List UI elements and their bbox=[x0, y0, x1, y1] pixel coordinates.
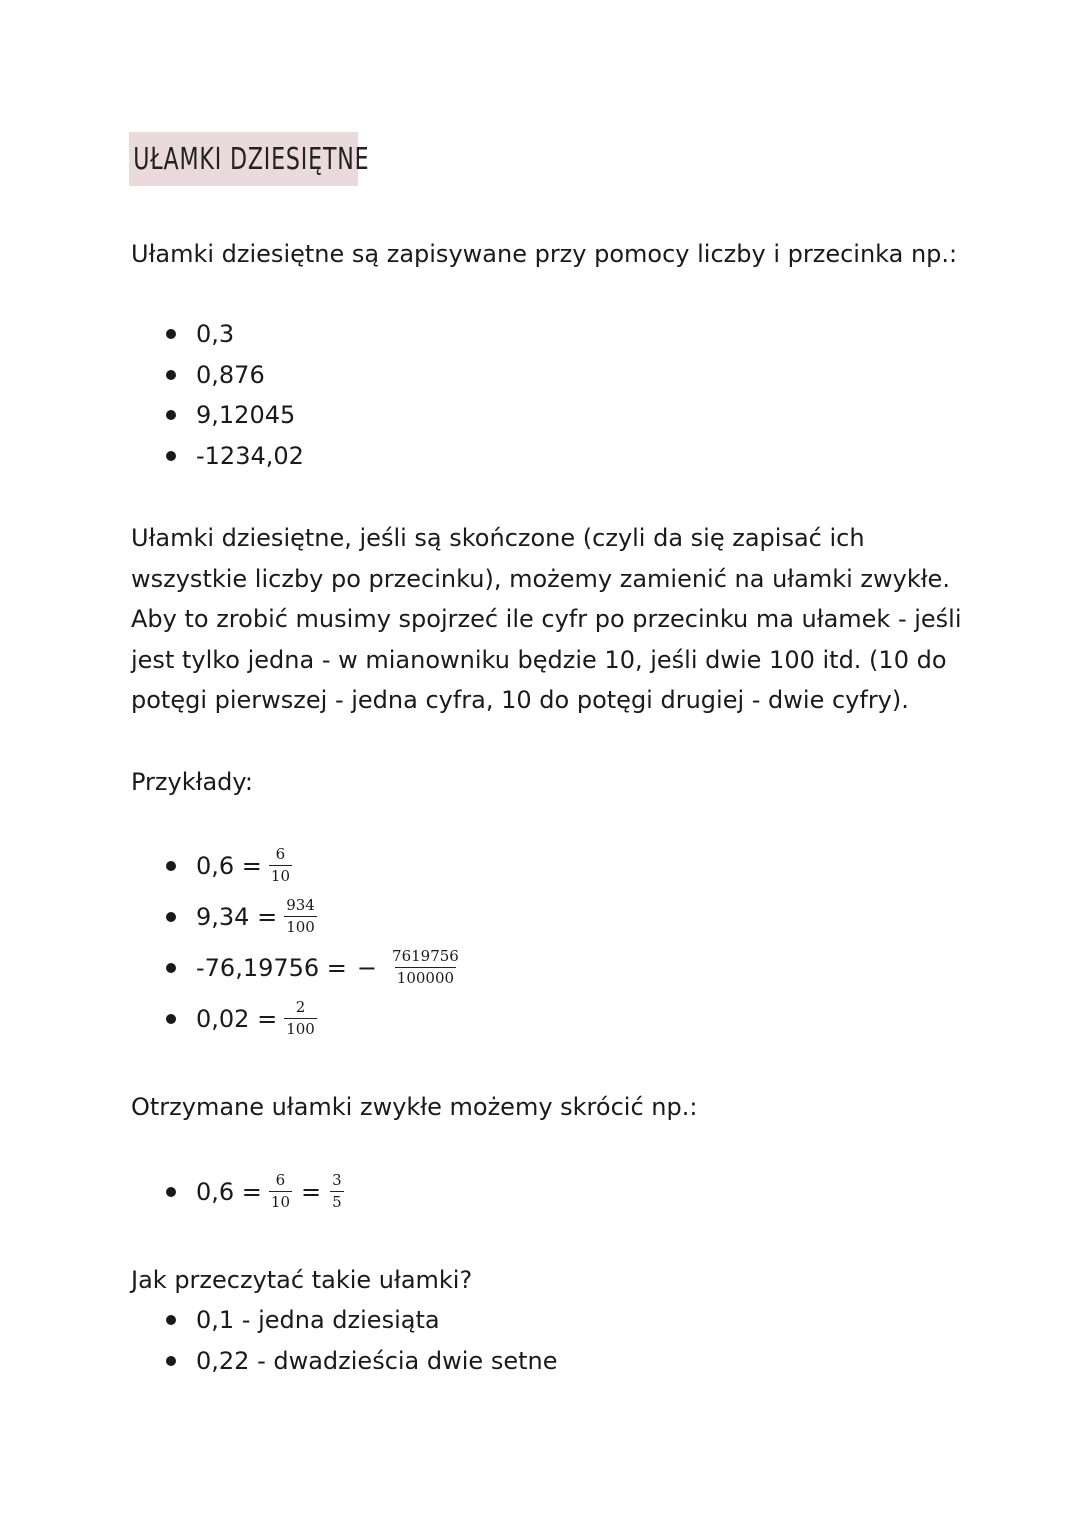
list-item: 9,12045 bbox=[160, 395, 304, 436]
example-list bbox=[160, 314, 304, 476]
conversion-list bbox=[160, 840, 464, 1044]
fraction: $\frac{6}{10}$ bbox=[270, 845, 290, 885]
bullet-icon bbox=[166, 861, 176, 871]
fraction: $\frac{934}{100}$ bbox=[286, 896, 315, 936]
simplify-list bbox=[160, 1166, 347, 1217]
bullet-icon bbox=[166, 329, 176, 339]
explanation-line: jest tylko jedna - w mianowniku będzie 10, jeśli dwie 100 itd. (10 do bbox=[131, 645, 947, 674]
simplify-heading: Otrzymane ułamki zwykłe możemy skrócić np.: bbox=[131, 1093, 698, 1121]
bullet-icon bbox=[166, 370, 176, 380]
explanation-line: Aby to zrobić musimy spojrzeć ile cyfr po przecinku ma ułamek - jeśli bbox=[131, 605, 962, 633]
fraction: $\frac{7619756}{100000}$ bbox=[392, 947, 459, 987]
fraction: $\frac{3}{5}$ bbox=[332, 1171, 342, 1211]
list-item: 0,3 bbox=[160, 314, 304, 355]
explanation-line: wszystkie liczby po przecinku), możemy zamienić na ułamki zwykłe. bbox=[131, 564, 950, 593]
bullet-icon bbox=[166, 912, 176, 922]
fraction: $\frac{2}{100}$ bbox=[286, 998, 315, 1038]
list-item: 9,34 = $\frac{934}{100}$ bbox=[160, 891, 464, 942]
bullet-icon bbox=[166, 1356, 176, 1366]
reading-list bbox=[160, 1300, 557, 1381]
list-item: 0,02 = $\frac{2}{100}$ bbox=[160, 993, 464, 1044]
bullet-icon bbox=[166, 410, 176, 420]
minus-sign: − bbox=[356, 953, 378, 982]
fraction: $\frac{6}{10}$ bbox=[270, 1171, 290, 1211]
list-item: 0,6 = $\frac{6}{10}$ = $\frac{3}{5}$ bbox=[160, 1166, 347, 1217]
examples-heading: Przykłady: bbox=[131, 768, 253, 796]
explanation-line: Ułamki dziesiętne, jeśli są skończone (czyli da się zapisać ich bbox=[131, 524, 865, 552]
list-item: 0,876 bbox=[160, 355, 304, 396]
bullet-icon bbox=[166, 963, 176, 973]
bullet-icon bbox=[166, 1187, 176, 1197]
explanation-line: potęgi pierwszej - jedna cyfra, 10 do potęgi drugiej - dwie cyfry). bbox=[131, 686, 909, 714]
bullet-icon bbox=[166, 451, 176, 461]
list-item: -1234,02 bbox=[160, 436, 304, 477]
list-item: -76,19756 = − $\frac{7619756}{100000}$ bbox=[160, 942, 464, 993]
reading-heading: Jak przeczytać takie ułamki? bbox=[131, 1266, 473, 1294]
list-item: 0,6 = $\frac{6}{10}$ bbox=[160, 840, 464, 891]
intro-text: Ułamki dziesiętne są zapisywane przy pomocy liczby i przecinka np.: bbox=[131, 240, 958, 268]
explanation-paragraph bbox=[131, 518, 962, 721]
bullet-icon bbox=[166, 1315, 176, 1325]
page-title: UŁAMKI DZIESIĘTNE bbox=[133, 141, 370, 177]
list-item: 0,1 - jedna dziesiąta bbox=[160, 1300, 557, 1341]
list-item: 0,22 - dwadzieścia dwie setne bbox=[160, 1341, 557, 1382]
bullet-icon bbox=[166, 1014, 176, 1024]
